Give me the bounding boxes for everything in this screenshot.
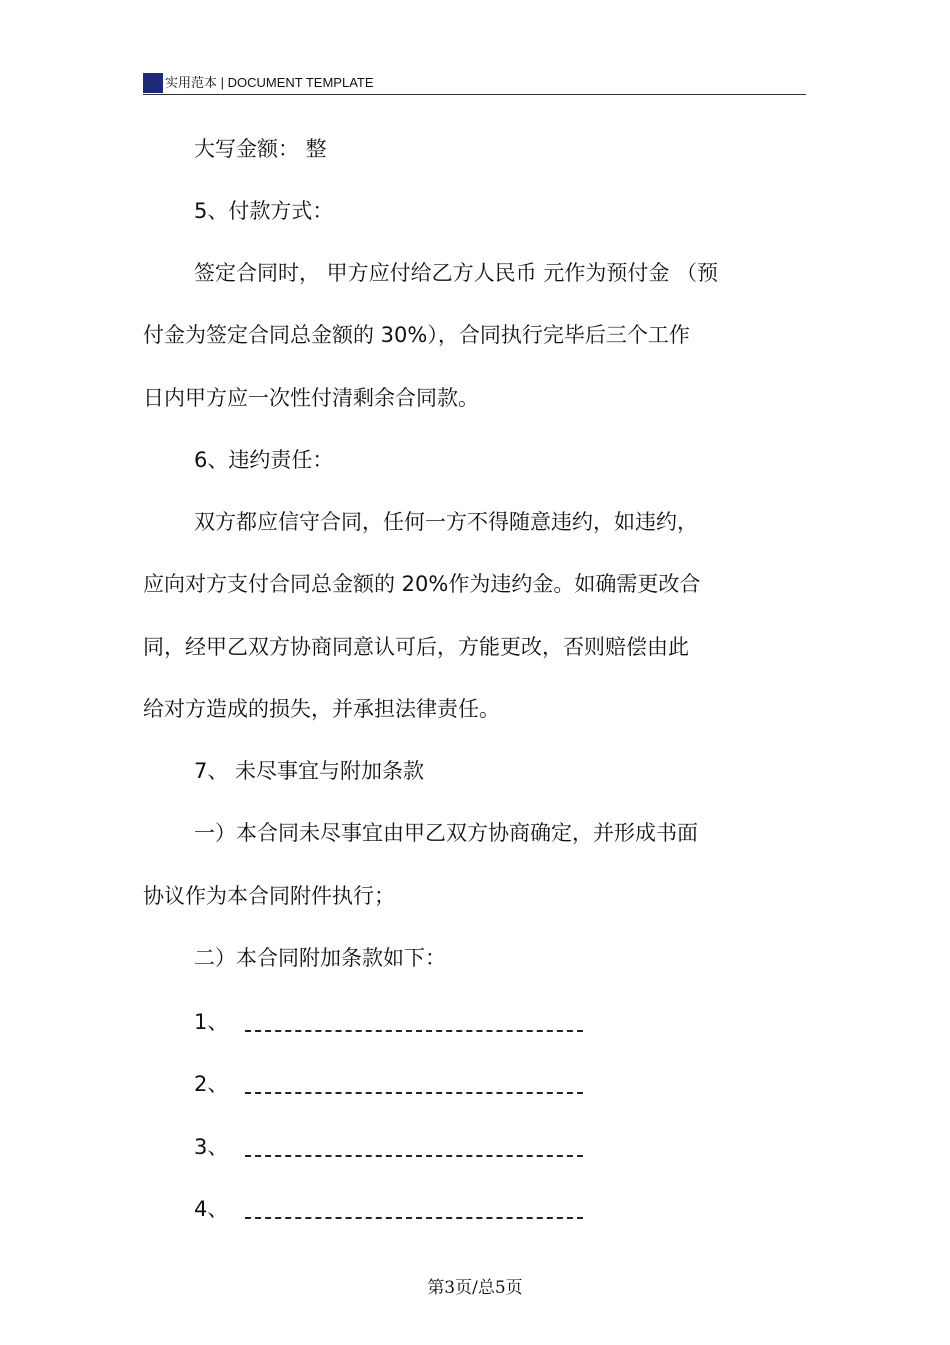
section-6-heading: 6、违约责任：: [194, 448, 334, 472]
list-item-number: 1、: [194, 1010, 229, 1034]
document-header: [143, 68, 806, 95]
page-number: 第3页/总5页: [427, 1278, 523, 1298]
list-item-number: 2、: [194, 1072, 229, 1096]
clause-2-heading: 二）本合同附加条款如下：: [194, 946, 446, 970]
payment-text-line-1: 签定合同时， 甲方应付给乙方人民币 元作为预付金 （预: [194, 261, 719, 285]
clause-1-line-1: 一）本合同未尽事宜由甲乙双方协商确定，并形成书面: [194, 821, 698, 845]
liability-text-line-3: 同，经甲乙双方协商同意认可后，方能更改，否则赔偿由此: [143, 635, 689, 659]
section-7-heading: 7、 未尽事宜与附加条款: [194, 759, 425, 783]
liability-text-line-2: 应向对方支付合同总金额的 20%作为违约金。如确需更改合: [143, 572, 701, 596]
fill-in-blank-line: [245, 1092, 583, 1094]
payment-text-line-2: 付金为签定合同总金额的 30%），合同执行完毕后三个工作: [143, 323, 690, 347]
liability-text-line-1: 双方都应信守合同，任何一方不得随意违约，如违约，: [194, 510, 698, 534]
fill-in-blank-line: [245, 1030, 583, 1032]
amount-in-words-line: 大写金额： 整: [194, 137, 327, 161]
fill-in-blank-line: [245, 1217, 583, 1219]
list-item-number: 3、: [194, 1135, 229, 1159]
payment-text-line-3: 日内甲方应一次性付清剩余合同款。: [143, 386, 479, 410]
clause-1-line-2: 协议作为本合同附件执行；: [143, 884, 395, 908]
section-5-heading: 5、付款方式：: [194, 199, 334, 223]
list-item-number: 4、: [194, 1197, 229, 1221]
header-logo-block: [143, 73, 163, 93]
fill-in-blank-line: [245, 1155, 583, 1157]
liability-text-line-4: 给对方造成的损失，并承担法律责任。: [143, 697, 500, 721]
header-title: 实用范本 | DOCUMENT TEMPLATE: [165, 75, 374, 90]
